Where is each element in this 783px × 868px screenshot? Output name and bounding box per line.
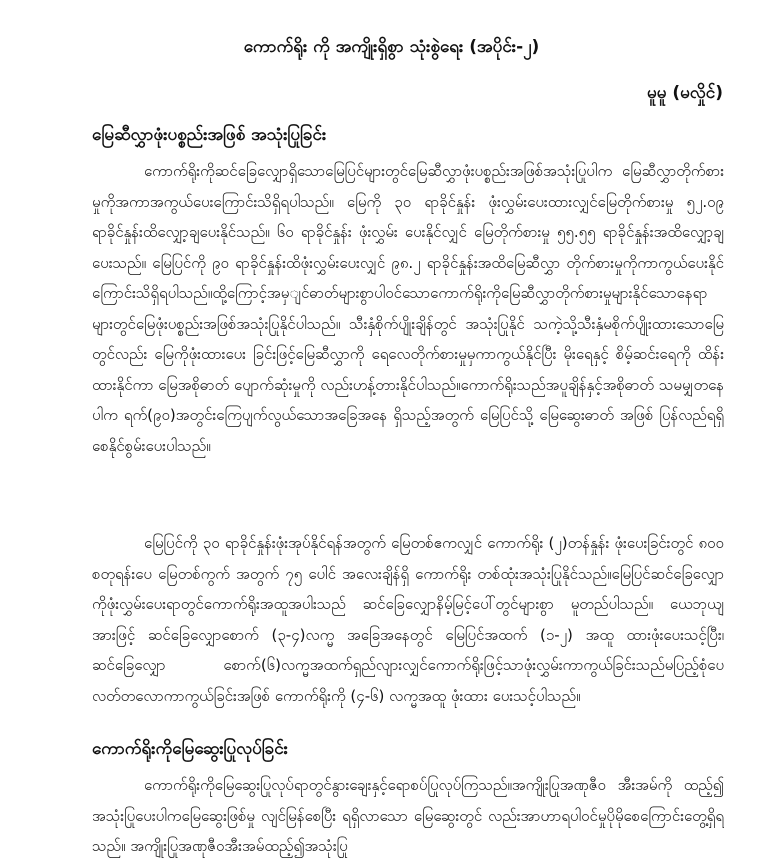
section-heading-mulch: မြေဆီလွှာဖုံးပစ္စည်းအဖြစ် အသုံးပြုခြင်း [92, 125, 327, 145]
body-paragraph: ကောက်ရိုးကိုမြေဆွေးပြုလုပ်ရာတွင်နွားချေးနှင့်ရောစပ်ပြုလုပ်ကြသည်။အကျိုးပြုအဏုဇီဝ အီးအမ်ကို ထည့်၍ အသုံးပြုပေးပါကမြေဆွေးဖြစ်မှု လျင်မြန်စေပြီး ရရှိလာသော မြေဆွေးတွင် လည်းအာဟာရပါဝင်မှုပိုမိုစေကြောင်းတွေ့ရှိရသည်။ အကျိုးပြုအဏုဇီဝအီးအမ်ထည့်၍အသုံးပြု [92, 776, 724, 855]
body-paragraph: မြေပြင်ကို ၃၀ ရာခိုင်နှုန်းဖုံးအုပ်နိုင်ရန်အတွက် မြေတစ်ဧကလျှင် ကောက်ရိုး (၂)တန်နှုန်း ဖုံးပေးခြင်းတွင် ၈၀၀ စတုရန်းပေ မြေတစ်ကွက် အတွက် ၇၅ ပေါင် အလေးချိန်ရှိ ကောက်ရိုး တစ်ထုံးအသုံးပြုနိုင်သည်။မြေပြင်ဆင်ခြေလျှောကိုဖုံးလွှမ်းပေးရာတွင်ကောက်ရိုးအထူအပါးသည် ဆင်ခြေလျှောနိမ့်မြင့်ပေါ်တွင်များစွာ မူတည်ပါသည်။ ယေဘုယျအားဖြင့် ဆင်ခြေလျှောစောက် (၃-၄)လက္မ အခြေအနေတွင် မြေပြင်အထက် (၁-၂) အထူ ထားဖုံးပေးသင့်ပြီး၊ဆင်ခြေလျှော စောက်(၆)လက္မအထက်ရှည်လျားလျှင်ကောက်ရိုးဖြင့်သာဖုံးလွှမ်းကာကွယ်ခြင်းသည်မပြည့်စုံပေ လတ်တလောကာကွယ်ခြင်းအဖြစ် ကောက်ရိုးကို (၄-၆) လက္မအထူ ဖုံးထား ပေးသင့်ပါသည်။ [92, 534, 724, 705]
body-paragraph: ကောက်ရိုးကိုဆင်ခြေလျှောရှိသောမြေပြင်များတွင်မြေဆီလွှာဖုံးပစ္စည်းအဖြစ်အသုံးပြုပါက မြေဆီလွှာတိုက်စားမှုကိုအကာအကွယ်ပေးကြောင်းသိရှိရပါသည်။ မြေကို ၃၀ ရာခိုင်နှုန်း ဖုံးလွှမ်းပေးထားလျှင်မြေတိုက်စားမှု ၅၂.၀၉ ရာခိုင်နှုန်းထိလျှော့ချပေးနိုင်သည်။ ၆၀ ရာခိုင်နှုန်း ဖုံးလွှမ်း ပေးနိုင်လျှင် မြေတိုက်စားမှု ၅၅.၅၅ ရာခိုင်နှုန်းအထိလျှော့ချပေးသည်။ မြေပြင်ကို ၉၀ ရာခိုင်နှုန်းထိဖုံးလွှမ်းပေးလျှင် ၉၈.၂ ရာခိုင်နှုန်းအထိမြေဆီလွှာ တိုက်စားမှုကိုကာကွယ်ပေးနိုင်ကြောင်းသိရှိရပါသည်။ထို့ကြောင့်အမှျင်ဓာတ်များစွာပါဝင်သောကောက်ရိုးကိုမြေဆီလွှာတိုက်စားမှုများနိုင်သောနေရာများတွင်မြေဖုံးပစ္စည်းအဖြစ်အသုံးပြုနိုင်ပါသည်။ သီးနှံစိုက်ပျိုးချိန်တွင် အသုံးပြုနိုင် သကဲ့သို့သီးနှံမစိုက်ပျိုးထားသောမြေတွင်လည်း မြေကိုဖုံးထားပေး ခြင်းဖြင့်မြေဆီလွှာကို ရေလေတိုက်စားမှုမှကာကွယ်နိုင်ပြီး မိုးရေနှင့် စိမ့်ဆင်းရေကို ထိန်းထားနိုင်ကာ မြေအစိုဓာတ် ပျောက်ဆုံးမှုကို လည်းဟန့်တားနိုင်ပါသည်။ကောက်ရိုးသည်အပူချိန်နှင့်အစိုဓာတ် သမမျှတနေပါက ရက်(၉၀)အတွင်းကြေပျက်လွယ်သောအခြေအနေ ရှိသည့်အတွက် မြေပြင်သို့ မြေဆွေးဓာတ် အဖြစ် ပြန်လည်ရရှိစေနိုင်စွမ်းပေးပါသည်။ [92, 162, 724, 455]
section-heading-compost: ကောက်ရိုးကိုမြေဆွေးပြုလုပ်ခြင်း [92, 739, 288, 759]
document-title: ကောက်ရိုး ကို အကျိုးရှိစွာ သုံးစွဲရေး (အပိုင်း-၂) [243, 37, 540, 57]
author-name: မူမူ (မလှိုင်) [647, 83, 723, 103]
